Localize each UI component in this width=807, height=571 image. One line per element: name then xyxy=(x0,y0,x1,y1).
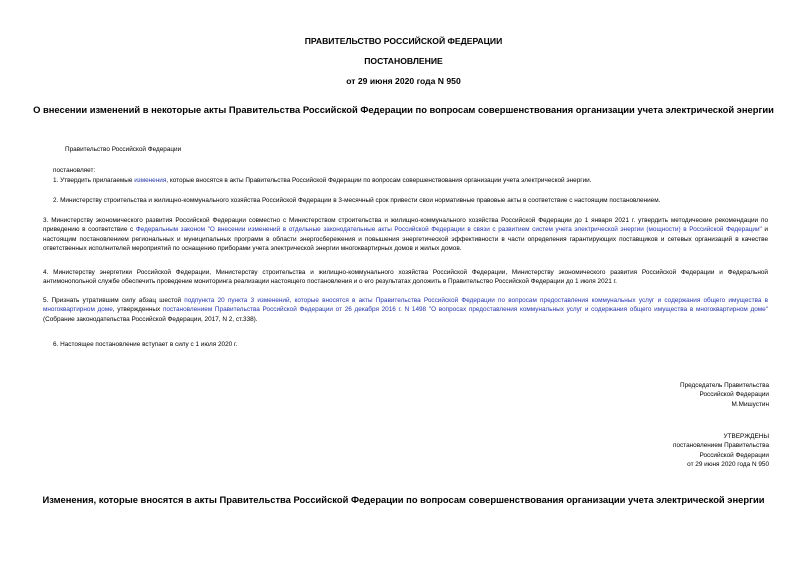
document-title: О внесении изменений в некоторые акты Правительства Российской Федерации по вопросам совершенствования организации учета электрической энергии xyxy=(33,104,774,115)
item-5-link-resolution-1498[interactable]: постановлением Правительства Российской Федерации от 26 декабря 2016 г. N 1498 "О вопросах предоставления коммунальных услуг и содержания общего имущества в многоквартирном доме" xyxy=(162,306,768,314)
item-5-text-a: 5. Признать утратившим силу абзац шестой xyxy=(43,297,185,304)
header-date: от 29 июня 2020 года N 950 xyxy=(346,76,461,86)
item-5-text-c: (Собрание законодательства Российской Федерации, 2017, N 2, ст.338). xyxy=(43,315,258,323)
item-1-text-a: 1. Утвердить прилагаемые xyxy=(53,177,135,184)
item-3 xyxy=(43,216,768,253)
preamble-government: Правительство Российской Федерации xyxy=(65,146,182,153)
item-3-link-federal-law[interactable]: Федеральным законом "О внесении изменений в отдельные законодательные акты Российской Федерации в связи с развитием систем учета электрической энергии (мощности) в Российской Федерации" xyxy=(135,226,762,234)
approved-country: Российской Федерации xyxy=(699,451,769,459)
item-2: 2. Министерству строительства и жилищно-коммунального хозяйства Российской Федерации в 3-месячный срок привести свои нормативные правовые акты в соответствие с настоящим постановлением. xyxy=(53,197,661,204)
approved-block xyxy=(673,432,769,469)
signature-name: М.Мишустин xyxy=(731,400,769,408)
header-resolution: ПОСТАНОВЛЕНИЕ xyxy=(364,56,443,66)
preamble-decrees: постановляет: xyxy=(53,167,96,174)
item-1-text-b: , которые вносятся в акты Правительства Российской Федерации по вопросам совершенствования организации учета электрической энергии. xyxy=(166,177,592,184)
header-government: ПРАВИТЕЛЬСТВО РОССИЙСКОЙ ФЕДЕРАЦИИ xyxy=(304,36,503,46)
item-5-link-subclause[interactable]: подпункта 20 пункта 3 изменений, которые вносятся в акты Правительства Российской Федерации по вопросам предоставления коммунальных услуг и содержания общего имущества в многоквартирном доме xyxy=(43,297,768,314)
approved-by: постановлением Правительства xyxy=(673,442,769,450)
approved-heading: УТВЕРЖДЕНЫ xyxy=(723,433,769,440)
item-4: 4. Министерству энергетики Российской Федерации, Министерству строительства и жилищно-коммунального хозяйства Российской Федерации, Министерству экономического развития Российской Федерации и Федеральной антимонопольной службе обеспечить проведение мониторинга реализации настоящего постановления и о его результатах доложить в Правительство Российской Федерации до 1 июля 2021 г. xyxy=(43,269,768,286)
item-1-link-changes[interactable]: изменения xyxy=(134,177,167,184)
signature-block xyxy=(680,381,769,409)
approved-date: от 29 июня 2020 года N 950 xyxy=(687,460,769,468)
item-5 xyxy=(43,296,768,324)
item-3-text-a: 3. Министерству экономического развития Российской Федерации совместно с Министерством строительства и жилищно-коммунального хозяйства Российской Федерации до 1 января 2021 г. утвердить методические рекомендации по приведению в соответствие с xyxy=(43,217,768,234)
item-1 xyxy=(53,176,768,185)
changes-title: Изменения, которые вносятся в акты Правительства Российской Федерации по вопросам совершенствования организации учета электрической энергии xyxy=(42,494,765,505)
signature-title: Председатель Правительства xyxy=(680,382,769,389)
item-5-text-b: , утвержденных xyxy=(112,306,163,314)
item-6: 6. Настоящее постановление вступает в силу с 1 июля 2020 г. xyxy=(53,341,238,348)
item-3-text-b: и настоящим постановлением региональных и муниципальных программ в области энергосбережения и повышения энергетической эффективности в части определения гарантирующих поставщиков и сетевых организаций в качестве ответственных исполнителей мероприятий по оснащению приборами учета электрической энергии многоквартирных домов и жилых домов. xyxy=(43,226,768,252)
signature-country: Российской Федерации xyxy=(699,391,769,399)
